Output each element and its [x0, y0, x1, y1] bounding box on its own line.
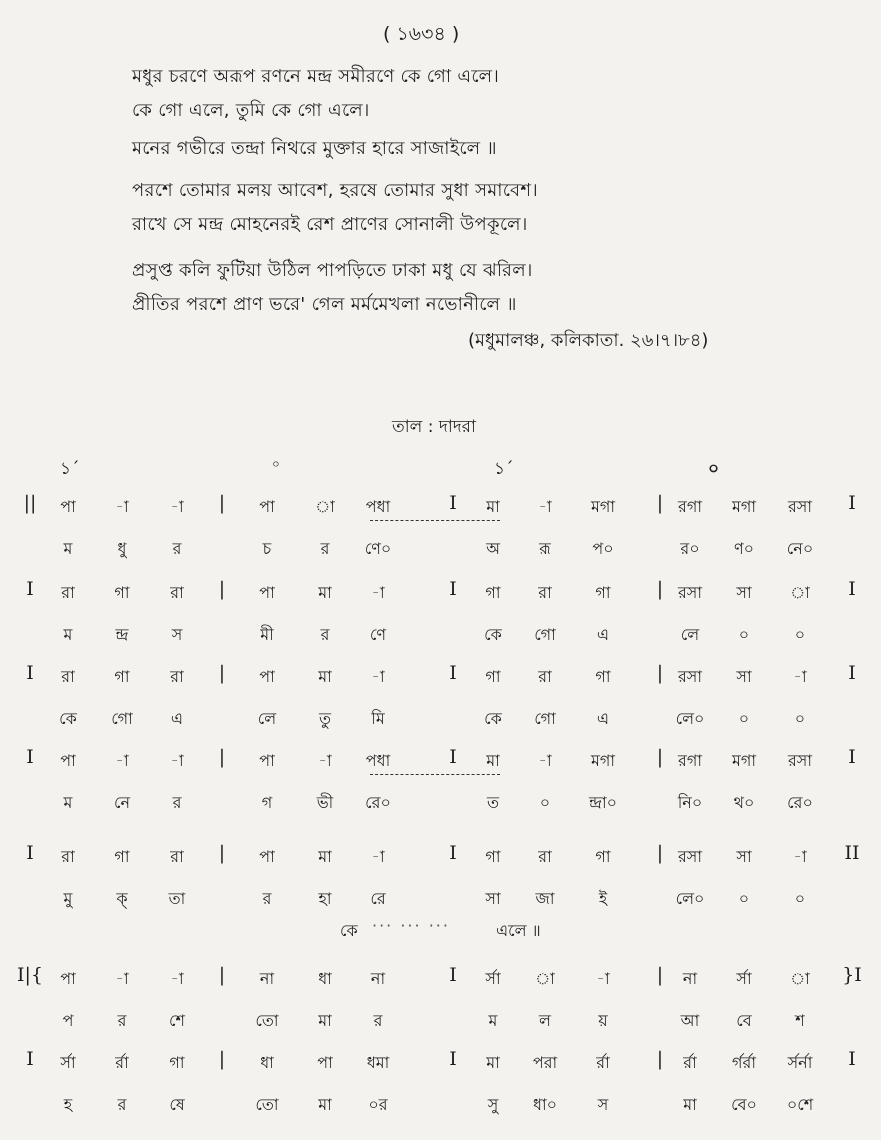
word-cell: ণ০	[733, 539, 755, 558]
lyric-line: পরশে তোমার মলয় আবেশ, হরষে তোমার সুধা সমাবেশ।	[132, 180, 539, 201]
word-cell: স	[597, 1095, 609, 1114]
note-cell: পধা	[365, 751, 391, 770]
note-cell: মগা	[590, 497, 616, 516]
word-cell: ন্দ্র	[115, 625, 129, 644]
note-cell: মা	[318, 583, 332, 602]
bar-left: I	[26, 1048, 34, 1070]
word-cell: রে০	[365, 793, 391, 812]
word-cell: ণে	[369, 625, 387, 644]
note-cell: পা	[60, 497, 76, 516]
note-cell: -া	[538, 751, 552, 770]
barline: I	[449, 842, 457, 864]
word-cell: লে০	[675, 709, 705, 728]
beat-mark: ০	[708, 459, 720, 479]
note-cell: মা	[318, 667, 332, 686]
word-cell: র	[117, 1011, 127, 1030]
note-cell: মগা	[731, 751, 757, 770]
word-cell: র০	[680, 539, 700, 558]
note-cell: গা	[114, 847, 130, 866]
word-cell: চ	[262, 539, 272, 558]
barline: |	[656, 492, 664, 514]
word-cell: র	[320, 625, 330, 644]
word-cell: এ	[170, 709, 184, 728]
note-cell: পা	[259, 667, 275, 686]
word-cell: কে	[484, 709, 502, 728]
note-cell: -া	[115, 751, 129, 770]
word-cell: নে	[113, 793, 131, 812]
word-cell: লে০	[675, 889, 705, 908]
note-cell: পা	[259, 751, 275, 770]
note-cell: মা	[486, 751, 500, 770]
word-cell: গো	[534, 709, 556, 728]
refrain-end: এলে ॥	[496, 921, 541, 940]
lyric-line: কে গো এলে, তুমি কে গো এলে।	[132, 100, 370, 121]
word-cell: তু	[318, 709, 332, 728]
note-cell: -া	[115, 497, 129, 516]
bar-right: I	[848, 578, 856, 600]
barline: |	[656, 746, 664, 768]
word-cell: ০র	[368, 1095, 388, 1114]
bar-left: I	[26, 662, 34, 684]
word-cell: ই	[598, 889, 608, 908]
note-cell: -া	[115, 969, 129, 988]
word-cell: তো	[255, 1095, 279, 1114]
note-cell: রগা	[678, 751, 702, 770]
word-cell: গো	[534, 625, 556, 644]
word-cell: ত	[486, 793, 500, 812]
barline: |	[218, 1048, 226, 1070]
word-cell: ম	[488, 1011, 498, 1030]
word-cell: গ	[261, 793, 273, 812]
note-cell: গা	[595, 583, 611, 602]
note-cell: ধমা	[366, 1053, 390, 1072]
word-cell: নে০	[786, 539, 814, 558]
note-cell: -া	[371, 847, 385, 866]
note-cell: গা	[169, 1053, 185, 1072]
word-cell: ষে	[169, 1095, 185, 1114]
lyric-line: রাখে সে মন্দ্র মোহনেরই রেশ প্রাণের সোনালী উপকূলে।	[132, 214, 528, 235]
note-cell: গা	[114, 667, 130, 686]
word-cell: ন্দ্রা০	[589, 793, 617, 812]
note-cell: গা	[595, 667, 611, 686]
word-cell: ০	[738, 625, 750, 644]
word-cell: ল	[539, 1011, 551, 1030]
bar-left: I	[26, 746, 34, 768]
word-cell: ম	[63, 539, 73, 558]
note-cell: মা	[486, 497, 500, 516]
word-cell: সু	[487, 1095, 499, 1114]
note-cell: সা	[736, 583, 752, 602]
source-citation: (মধুমালঞ্চ, কলিকাতা. ২৬।৭।৮৪)	[468, 330, 709, 351]
lyric-line: প্রসুপ্ত কলি ফুটিয়া উঠিল পাপড়িতে ঢাকা মধু যে ঝরিল।	[132, 260, 533, 281]
word-cell: ম	[63, 793, 73, 812]
barline: I	[449, 1048, 457, 1070]
word-cell: য়	[598, 1011, 608, 1030]
bar-right: I	[848, 662, 856, 684]
note-cell: া	[535, 969, 555, 988]
bar-left: ||	[23, 492, 37, 514]
note-cell: রা	[170, 667, 184, 686]
barline: I	[449, 964, 457, 986]
word-cell: রূ	[539, 539, 551, 558]
word-cell: তা	[168, 889, 186, 908]
barline: |	[656, 578, 664, 600]
word-cell: কে	[484, 625, 502, 644]
word-cell: ০	[794, 625, 806, 644]
note-cell: -া	[371, 583, 385, 602]
word-cell: ক্	[116, 889, 128, 908]
word-cell: মি	[371, 709, 385, 728]
note-cell: সা	[736, 847, 752, 866]
note-cell: -া	[170, 497, 184, 516]
word-cell: র	[172, 793, 182, 812]
word-cell: র	[320, 539, 330, 558]
word-cell: আ	[680, 1011, 700, 1030]
note-cell: র্রা	[683, 1053, 697, 1072]
note-cell: র্রা	[596, 1053, 610, 1072]
note-cell: -া	[538, 497, 552, 516]
note-cell: পা	[60, 969, 76, 988]
note-cell: পা	[60, 751, 76, 770]
note-cell: ধা	[318, 969, 332, 988]
barline: |	[218, 842, 226, 864]
note-cell: মা	[318, 847, 332, 866]
word-cell: র	[373, 1011, 383, 1030]
note-cell: পধা	[365, 497, 391, 516]
note-cell: রসা	[677, 583, 703, 602]
refrain-start: কে	[340, 921, 358, 940]
word-cell: ধু	[117, 539, 127, 558]
meend-mark	[370, 774, 500, 775]
note-cell: রসা	[787, 497, 813, 516]
note-cell: পা	[259, 583, 275, 602]
note-cell: র্রা	[115, 1053, 129, 1072]
word-cell: ধা০	[532, 1095, 558, 1114]
note-cell: র্সর্না	[787, 1053, 813, 1072]
note-cell: র্গর্রা	[732, 1053, 756, 1072]
barline: |	[656, 1048, 664, 1070]
word-cell: সা	[485, 889, 501, 908]
word-cell: লে	[680, 625, 700, 644]
beat-mark: ০	[272, 457, 280, 471]
word-cell: স	[171, 625, 183, 644]
word-cell: প০	[592, 539, 614, 558]
word-cell: জা	[535, 889, 555, 908]
word-cell: অ	[486, 539, 500, 558]
barline: |	[218, 964, 226, 986]
bar-left: I|{	[17, 964, 43, 986]
lyric-line: প্রীতির পরশে প্রাণ ভরে' গেল মর্মমেখলা নভোনীলে ॥	[132, 294, 517, 315]
beat-mark: ১´	[60, 459, 80, 479]
note-cell: রা	[538, 667, 552, 686]
note-cell: গা	[485, 847, 501, 866]
note-cell: গা	[485, 667, 501, 686]
note-cell: না	[370, 969, 386, 988]
barline: |	[218, 662, 226, 684]
bar-right: }I	[842, 964, 862, 986]
barline: I	[449, 578, 457, 600]
word-cell: গো	[111, 709, 133, 728]
note-cell: গা	[485, 583, 501, 602]
note-cell: -া	[318, 751, 332, 770]
note-cell: পরা	[532, 1053, 558, 1072]
page-number: ( ১৬৩৪ )	[383, 23, 460, 45]
word-cell: ০	[738, 709, 750, 728]
bar-right: II	[844, 842, 860, 864]
word-cell: বে০	[731, 1095, 757, 1114]
note-cell: -া	[170, 751, 184, 770]
note-cell: রসা	[677, 667, 703, 686]
note-cell: রসা	[787, 751, 813, 770]
lyric-line: মধুর চরণে অরূপ রণনে মন্দ্র সমীরণে কে গো এলে।	[132, 66, 500, 87]
barline: I	[449, 492, 457, 514]
word-cell: থ০	[733, 793, 755, 812]
word-cell: লে	[257, 709, 277, 728]
note-cell: র্সা	[736, 969, 752, 988]
word-cell: তো	[255, 1011, 279, 1030]
lyric-line: মনের গভীরে তন্দ্রা নিথরে মুক্তার হারে সাজাইলে ॥	[132, 138, 497, 159]
note-cell: সা	[736, 667, 752, 686]
barline: |	[656, 662, 664, 684]
word-cell: র	[262, 889, 272, 908]
word-cell: রে	[370, 889, 386, 908]
note-cell: -া	[793, 667, 807, 686]
word-cell: মা	[318, 1011, 332, 1030]
barline: |	[218, 578, 226, 600]
note-cell: -া	[170, 969, 184, 988]
note-cell: রা	[61, 583, 75, 602]
note-cell: ধা	[260, 1053, 274, 1072]
note-cell: া	[315, 497, 335, 516]
note-cell: -া	[793, 847, 807, 866]
note-cell: রা	[538, 583, 552, 602]
word-cell: ০	[794, 889, 806, 908]
bar-left: I	[26, 842, 34, 864]
note-cell: গা	[114, 583, 130, 602]
note-cell: না	[259, 969, 275, 988]
word-cell: ০	[794, 709, 806, 728]
note-cell: া	[790, 583, 810, 602]
word-cell: কে	[59, 709, 77, 728]
bar-left: I	[26, 578, 34, 600]
word-cell: রে০	[787, 793, 813, 812]
note-cell: পা	[317, 1053, 333, 1072]
word-cell: এ	[596, 625, 610, 644]
note-cell: না	[682, 969, 698, 988]
note-cell: রসা	[677, 847, 703, 866]
word-cell: প	[62, 1011, 74, 1030]
word-cell: মু	[63, 889, 73, 908]
note-cell: -া	[596, 969, 610, 988]
barline: I	[449, 746, 457, 768]
barline: |	[656, 964, 664, 986]
note-cell: র্সা	[485, 969, 501, 988]
word-cell: হা	[318, 889, 332, 908]
word-cell: এ	[596, 709, 610, 728]
barline: |	[656, 842, 664, 864]
note-cell: -া	[371, 667, 385, 686]
barline: |	[218, 746, 226, 768]
word-cell: র	[117, 1095, 127, 1114]
refrain-dots: ··· ··· ···	[372, 916, 450, 935]
note-cell: পা	[259, 847, 275, 866]
note-cell: রা	[61, 847, 75, 866]
barline: |	[218, 492, 226, 514]
word-cell: ০	[738, 889, 750, 908]
word-cell: ০শে	[786, 1095, 814, 1114]
tal-heading: তাল : দাদরা	[392, 417, 476, 437]
word-cell: নি০	[677, 793, 703, 812]
note-cell: রা	[61, 667, 75, 686]
note-cell: া	[790, 969, 810, 988]
bar-right: I	[848, 492, 856, 514]
word-cell: শে	[169, 1011, 185, 1030]
word-cell: হ	[63, 1095, 73, 1114]
note-cell: মগা	[731, 497, 757, 516]
note-cell: র্সা	[60, 1053, 76, 1072]
note-cell: মগা	[590, 751, 616, 770]
word-cell: ০	[539, 793, 551, 812]
note-cell: রগা	[678, 497, 702, 516]
word-cell: বে	[736, 1011, 752, 1030]
meend-mark	[370, 520, 500, 521]
word-cell: মা	[683, 1095, 697, 1114]
note-cell: পা	[259, 497, 275, 516]
note-cell: মা	[486, 1053, 500, 1072]
note-cell: রা	[538, 847, 552, 866]
word-cell: শ	[795, 1011, 805, 1030]
note-cell: গা	[595, 847, 611, 866]
word-cell: র	[172, 539, 182, 558]
barline: I	[449, 662, 457, 684]
word-cell: ভী	[316, 793, 334, 812]
bar-right: I	[848, 746, 856, 768]
note-cell: রা	[170, 583, 184, 602]
beat-mark: ১´	[494, 459, 514, 479]
bar-right: I	[848, 1048, 856, 1070]
word-cell: মা	[318, 1095, 332, 1114]
word-cell: মী	[260, 625, 274, 644]
word-cell: ম	[63, 625, 73, 644]
note-cell: রা	[170, 847, 184, 866]
word-cell: ণে০	[364, 539, 392, 558]
